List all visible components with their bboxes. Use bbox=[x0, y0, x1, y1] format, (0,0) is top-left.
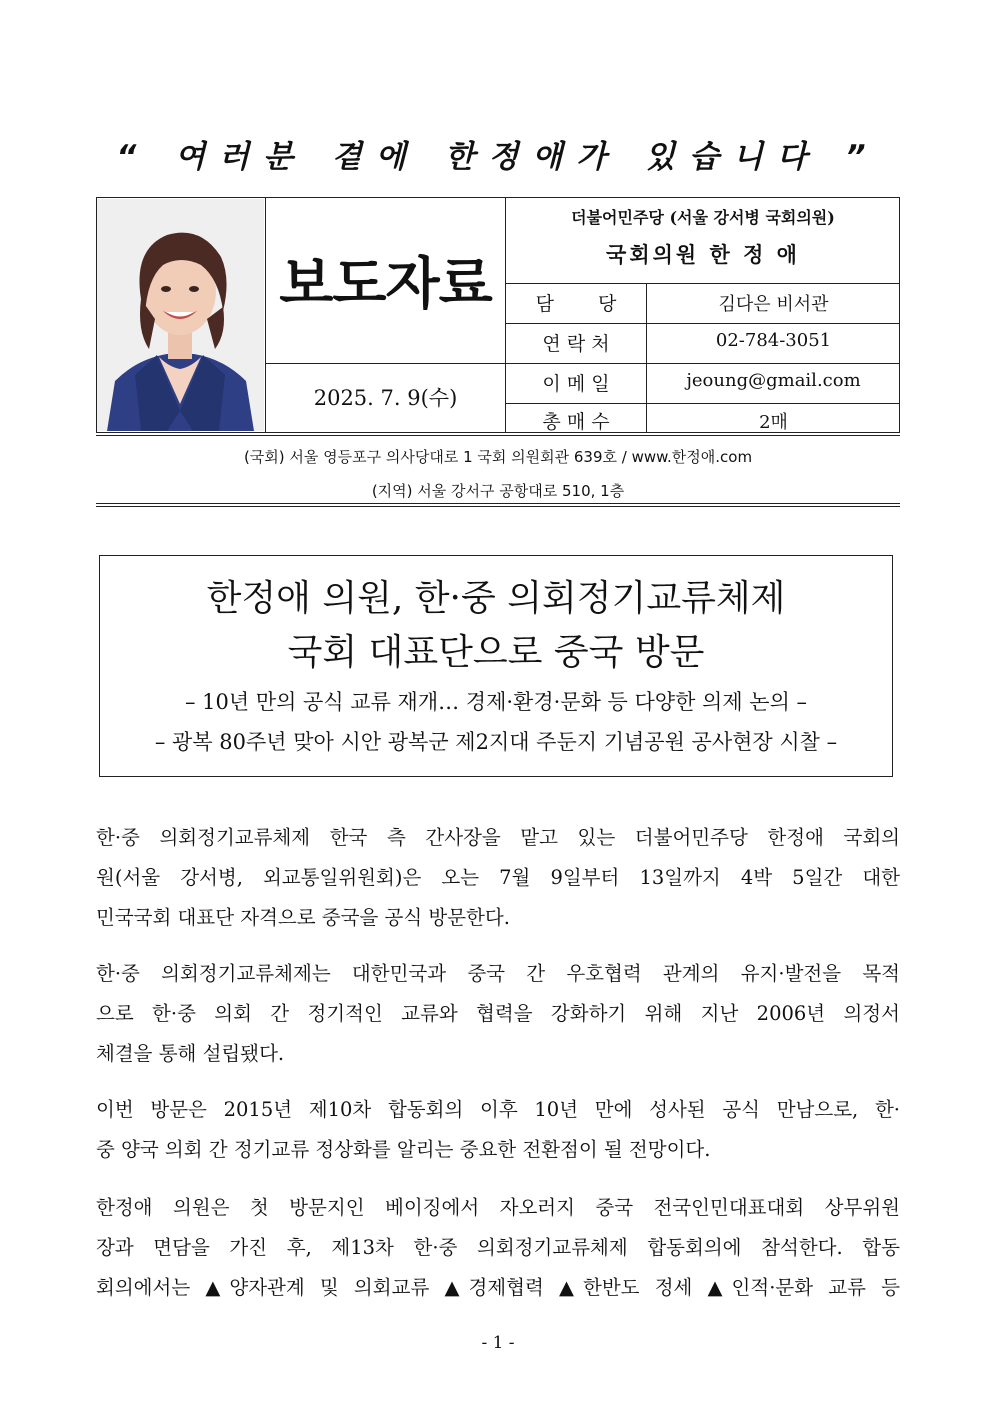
address-divider-bottom bbox=[96, 506, 900, 507]
paragraph-line: 장과 면담을 가진 후, 제13차 한·중 의회정기교류체제 합동회의에 참석한다. 합동 bbox=[96, 1236, 900, 1259]
press-release-title: 보도자료 bbox=[279, 252, 492, 317]
national-assembly-address: (국회) 서울 영등포구 의사당대로 1 국회 의원회관 639호 / www.한정애.com bbox=[243, 448, 753, 466]
headline-line-2: 국회 대표단으로 중국 방문 bbox=[287, 632, 705, 673]
headline-box bbox=[99, 555, 893, 777]
page-count-value: 2매 bbox=[759, 412, 788, 433]
contact-person-value: 김다은 비서관 bbox=[718, 294, 829, 315]
paragraph-line: 한·중 의회정기교류체제 한국 측 간사장을 맡고 있는 더불어민주당 한정애 국회의 bbox=[96, 826, 900, 849]
paragraph-line: 한정애 의원은 첫 방문지인 베이징에서 자오러지 중국 전국인민대표대회 상무위원 bbox=[96, 1196, 900, 1219]
slogan: “ 여러분 곁에 한정애가 있습니다 ” bbox=[116, 139, 880, 175]
portrait-illustration bbox=[97, 199, 264, 431]
local-office-address: (지역) 서울 강서구 공항대로 510, 1층 bbox=[371, 482, 625, 500]
contact-person-label: 담 당 bbox=[535, 293, 617, 315]
email-label: 이 메 일 bbox=[542, 373, 610, 395]
paragraph-line: 원(서울 강서병, 외교통일위원회)은 오는 7월 9일부터 13일까지 4박 5일간 대한 bbox=[96, 866, 900, 889]
body-paragraph-4 bbox=[96, 1188, 900, 1308]
email-value: jeoung@gmail.com bbox=[686, 370, 861, 391]
body-paragraph-1 bbox=[96, 818, 900, 938]
headline-line-1: 한정애 의원, 한·중 의회정기교류체제 bbox=[206, 578, 786, 619]
body-paragraph-2 bbox=[96, 954, 900, 1074]
page-count-label: 총 매 수 bbox=[542, 411, 610, 433]
paragraph-line: 한·중 의회정기교류체제는 대한민국과 중국 간 우호협력 관계의 유지·발전을 목적 bbox=[96, 962, 900, 985]
paragraph-line: 체결을 통해 설립됐다. bbox=[96, 1042, 285, 1065]
member-portrait bbox=[97, 199, 264, 431]
subheadline-1: – 10년 만의 공식 교류 재개… 경제·환경·문화 등 다양한 의제 논의 – bbox=[184, 690, 808, 714]
release-date: 2025. 7. 9(수) bbox=[313, 386, 458, 410]
paragraph-line: 중 양국 의회 간 정기교류 정상화를 알리는 중요한 전환점이 될 전망이다. bbox=[96, 1138, 711, 1161]
subheadline-2: – 광복 80주년 맞아 시안 광복군 제2지대 주둔지 기념공원 공사현장 시찰 – bbox=[154, 730, 838, 754]
page-number: - 1 - bbox=[481, 1333, 515, 1353]
body-paragraph-3 bbox=[96, 1090, 900, 1170]
paragraph-line: 민국국회 대표단 자격으로 중국을 공식 방문한다. bbox=[96, 906, 510, 929]
address-divider-top bbox=[96, 503, 900, 504]
phone-label: 연 락 처 bbox=[542, 333, 610, 355]
member-name: 국회의원 한 정 애 bbox=[606, 242, 800, 267]
party-affiliation: 더불어민주당 (서울 강서병 국회의원) bbox=[571, 208, 835, 227]
paragraph-line: 회의에서는 ▲양자관계 및 의회교류 ▲경제협력 ▲한반도 정세 ▲인적·문화 교류 등 bbox=[96, 1276, 900, 1299]
phone-value: 02-784-3051 bbox=[715, 330, 832, 351]
press-header bbox=[96, 197, 900, 435]
paragraph-line: 이번 방문은 2015년 제10차 합동회의 이후 10년 만에 성사된 공식 만남으로, 한· bbox=[96, 1098, 900, 1121]
paragraph-line: 으로 한·중 의회 간 정기적인 교류와 협력을 강화하기 위해 지난 2006년 의정서 bbox=[96, 1002, 900, 1025]
